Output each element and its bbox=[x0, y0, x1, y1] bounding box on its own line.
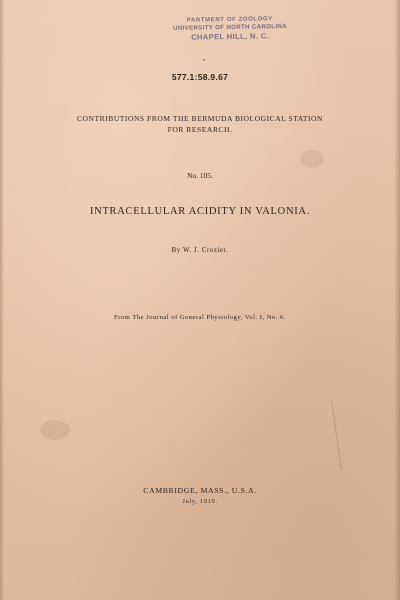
classification-number: 577.1:58.9.67 bbox=[171, 72, 229, 82]
author-line: By W. J. Crozier. bbox=[171, 247, 229, 254]
stamp-location: CHAPEL HILL, N. C. bbox=[191, 31, 270, 42]
library-stamp bbox=[165, 16, 295, 42]
paper-stain bbox=[300, 150, 324, 168]
series-heading bbox=[0, 113, 400, 135]
imprint-date: July, 1919. bbox=[182, 498, 218, 505]
stamp-university: UNIVERSITY OF NORTH CAROLINA bbox=[172, 23, 287, 32]
stamp-department: PARTMENT OF ZOOLOGY bbox=[186, 16, 273, 24]
journal-reference: From The Journal of General Physiology, Vol. I, No. 6. bbox=[114, 314, 286, 321]
paper-crease bbox=[331, 400, 342, 469]
paper-stain bbox=[40, 420, 70, 440]
contribution-number: No. 105. bbox=[187, 171, 213, 180]
series-line-2: FOR RESEARCH. bbox=[167, 125, 233, 134]
imprint-place: CAMBRIDGE, MASS., U.S.A. bbox=[143, 486, 257, 495]
ink-dot: • bbox=[203, 58, 206, 64]
page-edge-right bbox=[394, 0, 400, 600]
document-title: INTRACELLULAR ACIDITY IN VALONIA. bbox=[89, 206, 311, 217]
page-edge-left bbox=[0, 0, 4, 600]
series-line-1: CONTRIBUTIONS FROM THE BERMUDA BIOLOGICAL STATION bbox=[76, 114, 323, 123]
